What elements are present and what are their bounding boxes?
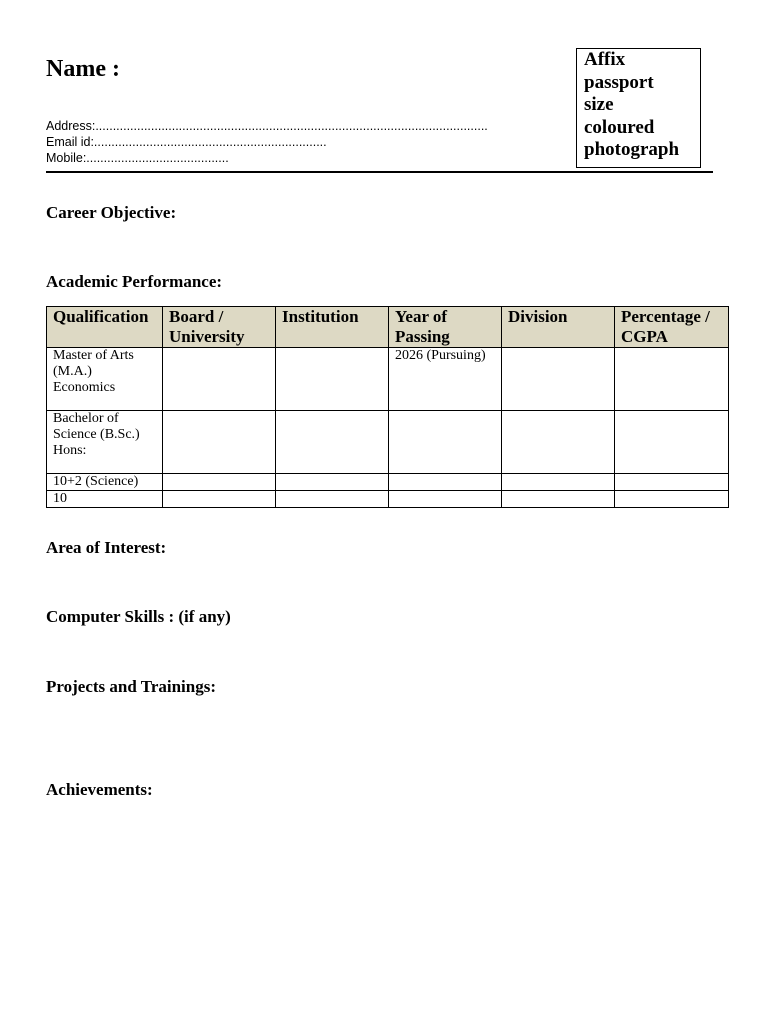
column-header-qualification	[47, 307, 163, 348]
academic-performance-heading: Academic Performance:	[46, 272, 223, 291]
table-cell[interactable]	[47, 491, 163, 508]
table-row	[47, 474, 729, 491]
email-line: Email id:...................................................................	[46, 135, 327, 149]
cell-text: 10+2 (Science)	[53, 474, 139, 489]
table-cell[interactable]	[389, 348, 502, 411]
table-row	[47, 411, 729, 474]
table-cell[interactable]	[389, 491, 502, 508]
table-cell[interactable]	[389, 411, 502, 474]
area-of-interest-heading: Area of Interest:	[46, 538, 167, 557]
photo-placeholder	[576, 48, 701, 168]
table-cell[interactable]	[615, 348, 729, 411]
column-header-institution	[276, 307, 389, 348]
name-label: Name :	[46, 56, 120, 82]
photo-line: coloured	[584, 116, 655, 138]
cell-text: Economics	[53, 380, 116, 395]
header-divider	[46, 171, 713, 173]
achievements-heading: Achievements:	[46, 780, 153, 799]
table-row	[47, 348, 729, 411]
table-cell[interactable]	[163, 348, 276, 411]
career-objective-heading: Career Objective:	[46, 203, 177, 222]
photo-line: Affix	[584, 49, 626, 70]
header-text: Year of	[395, 307, 448, 326]
column-header-board	[163, 307, 276, 348]
cell-text: Master of Arts	[53, 348, 134, 363]
table-cell[interactable]	[47, 411, 163, 474]
table-cell[interactable]	[502, 491, 615, 508]
table-cell[interactable]	[163, 411, 276, 474]
computer-skills-heading: Computer Skills : (if any)	[46, 607, 231, 626]
cell-text: Bachelor of	[53, 411, 119, 426]
table-cell[interactable]	[276, 474, 389, 491]
projects-trainings-heading: Projects and Trainings:	[46, 677, 217, 696]
table-cell[interactable]	[389, 474, 502, 491]
table-cell[interactable]	[615, 491, 729, 508]
table-row	[47, 491, 729, 508]
contact-details	[46, 118, 488, 166]
table-cell[interactable]	[615, 474, 729, 491]
cell-text: 2026 (Pursuing)	[395, 348, 486, 363]
table-cell[interactable]	[276, 491, 389, 508]
table-cell[interactable]	[502, 474, 615, 491]
table-cell[interactable]	[163, 474, 276, 491]
cell-text: 10	[53, 491, 67, 506]
table-cell[interactable]	[502, 411, 615, 474]
photo-line: size	[584, 94, 614, 115]
header-text: Percentage /	[621, 307, 710, 326]
column-header-year	[389, 307, 502, 348]
table-cell[interactable]	[276, 348, 389, 411]
table-cell[interactable]	[163, 491, 276, 508]
header-text: Qualification	[53, 307, 149, 326]
header-text: University	[169, 327, 245, 346]
header-text: Division	[508, 307, 568, 326]
table-cell[interactable]	[47, 474, 163, 491]
photo-line: photograph	[584, 139, 680, 160]
table-cell[interactable]	[615, 411, 729, 474]
table-cell[interactable]	[276, 411, 389, 474]
cell-text: (M.A.)	[53, 364, 92, 379]
column-header-percentage	[615, 307, 729, 348]
header-text: Passing	[395, 327, 450, 346]
academic-table	[46, 306, 729, 508]
mobile-line: Mobile:.........................................	[46, 151, 229, 165]
table-cell[interactable]	[502, 348, 615, 411]
column-header-division	[502, 307, 615, 348]
photo-line: passport	[584, 71, 654, 93]
header-text: Institution	[282, 307, 359, 326]
header-text: CGPA	[621, 327, 668, 346]
cell-text: Science (B.Sc.)	[53, 427, 140, 442]
address-line: Address:.................................................................................................................	[46, 119, 488, 133]
header-text: Board /	[169, 307, 224, 326]
table-cell[interactable]	[47, 348, 163, 411]
cell-text: Hons:	[53, 443, 87, 458]
table-header-row	[47, 307, 729, 348]
